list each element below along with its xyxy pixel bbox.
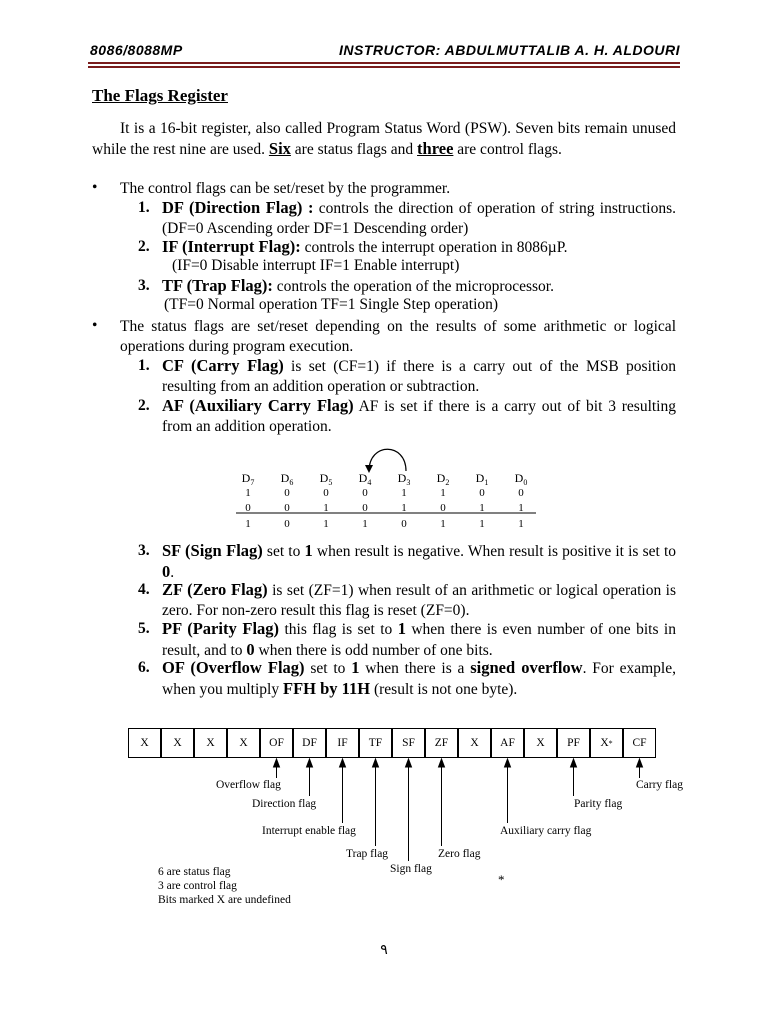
- list-item-cf: [138, 356, 676, 396]
- flag-cell-of: OF: [260, 728, 293, 758]
- label-sign-flag: Sign flag: [390, 863, 432, 875]
- flag-cell-x: X: [128, 728, 161, 758]
- flag-arrow-head: [637, 759, 643, 767]
- bold-zero: 0: [246, 639, 255, 659]
- bit-value: 0: [401, 518, 407, 530]
- flag-desc-af: AF is set if there is a carry out of bit 3 resulting from an addition operation.: [162, 398, 676, 435]
- intro-text-3: are control flags.: [453, 140, 562, 158]
- bit-value: 1: [245, 518, 251, 530]
- flag-cell-x: X: [194, 728, 227, 758]
- item-number: 3.: [138, 277, 150, 294]
- note-control: 3 are control flag: [158, 880, 237, 892]
- text-run: .: [170, 563, 175, 581]
- bit-value: 1: [401, 502, 407, 514]
- list-item-pf: [138, 619, 676, 660]
- flag-arrow-head: [571, 759, 577, 767]
- flag-name-if: IF (Interrupt Flag):: [162, 237, 301, 256]
- bit-value: 0: [362, 502, 368, 514]
- item-number: 6.: [138, 659, 150, 676]
- carry-arc: [369, 449, 406, 471]
- bit-header: $D_4$: [358, 471, 372, 487]
- flag-cell-cf: CF: [623, 728, 656, 758]
- tf-values: (TF=0 Normal operation TF=1 Single Step operation): [164, 296, 499, 313]
- bit-value: 0: [362, 487, 368, 499]
- text-run: when there is even number of one bits in result, and to: [162, 621, 676, 659]
- binary-addition-figure: [236, 440, 546, 535]
- text-run: when result is negative. When result is positive it is set to: [312, 543, 677, 560]
- text-run: this flag is set to: [279, 621, 398, 638]
- flag-arrow-head: [373, 759, 379, 767]
- flag-arrow-head: [307, 759, 313, 767]
- header-course-code: 8086/8088MP: [90, 42, 183, 58]
- bold-one: 1: [351, 658, 360, 677]
- list-item-df: [138, 198, 676, 238]
- text-run: when there is odd number of one bits.: [254, 641, 493, 659]
- bit-value: 0: [479, 487, 485, 499]
- flag-arrow-head: [274, 759, 280, 767]
- label-overflow-flag: Overflow flag: [216, 779, 281, 791]
- text-run: (result is not one byte).: [370, 680, 518, 698]
- flag-cell-if: IF: [326, 728, 359, 758]
- flag-cell-pf: PF: [557, 728, 590, 758]
- list-item-of: [138, 658, 676, 699]
- bit-value: 1: [245, 487, 251, 499]
- flag-arrow-head: [505, 759, 511, 767]
- intro-six: Six: [268, 138, 291, 158]
- flag-desc-df: controls the direction of operation of string instructions. (DF=0 Ascending order DF=1 Descending order): [162, 200, 676, 237]
- flag-cell-af: AF: [491, 728, 524, 758]
- flag-name-af: AF (Auxiliary Carry Flag): [162, 396, 354, 415]
- item-number: 2.: [138, 397, 150, 414]
- list-item-sf: [138, 541, 676, 582]
- flag-cell-x: X: [524, 728, 557, 758]
- bit-value: 0: [440, 502, 446, 514]
- bit-value: 1: [518, 518, 524, 530]
- bit-header: $D_7$: [241, 471, 255, 487]
- asterisk-mark: *: [498, 872, 505, 887]
- flag-name-tf: TF (Trap Flag):: [162, 276, 273, 295]
- label-aux-carry-flag: Auxiliary carry flag: [500, 825, 592, 837]
- bit-header: $D_3$: [397, 471, 411, 487]
- flag-cell-x: X: [227, 728, 260, 758]
- bit-header: $D_6$: [280, 471, 294, 487]
- item-number: 4.: [138, 581, 150, 598]
- bit-value: 1: [479, 502, 485, 514]
- x-mark: *: [608, 738, 613, 748]
- intro-text-1: It is a 16-bit register, also called Program Status Word (PSW). Seven bits remain unused while the rest nine are used.: [92, 120, 676, 158]
- bit-header: $D_2$: [436, 471, 450, 487]
- item-number: 1.: [138, 199, 150, 216]
- if-values: (IF=0 Disable interrupt IF=1 Enable interrupt): [172, 257, 460, 274]
- bit-value: 1: [362, 518, 368, 530]
- flag-cell-df: DF: [293, 728, 326, 758]
- intro-three: three: [417, 138, 454, 158]
- note-undefined: Bits marked X are undefined: [158, 894, 291, 906]
- item-number: 3.: [138, 542, 150, 559]
- list-item-zf: [138, 580, 676, 620]
- flags-register-diagram: [128, 728, 683, 908]
- header-instructor: INSTRUCTOR: ABDULMUTTALIB A. H. ALDOURI: [339, 42, 680, 58]
- label-zero-flag: Zero flag: [438, 848, 481, 860]
- text-run: is set (ZF=1) when result of an arithmetic or logical operation is zero. For non-zero result this flag is reset (ZF=0).: [162, 582, 676, 619]
- flag-name-df: DF (Direction Flag) :: [162, 198, 314, 217]
- item-number: 5.: [138, 620, 150, 637]
- flag-desc-cf: is set (CF=1) if there is a carry out of the MSB position resulting from an addition operation or subtraction.: [162, 358, 676, 395]
- flag-name-of: OF (Overflow Flag): [162, 658, 305, 677]
- text-run: when there is a: [359, 660, 471, 677]
- item-number: 2.: [138, 238, 150, 255]
- header-rule-top: [88, 62, 680, 64]
- flag-arrow-head: [340, 759, 346, 767]
- list-item-af: [138, 396, 676, 436]
- bullet-status-flags: The status flags are set/reset depending on the results of some arithmetic or logical operations during program execution.: [120, 318, 676, 355]
- section-title: The Flags Register: [92, 86, 228, 105]
- flag-name-zf: ZF (Zero Flag): [162, 580, 268, 599]
- label-interrupt-flag: Interrupt enable flag: [262, 825, 356, 837]
- flag-arrow-head: [439, 759, 445, 767]
- bold-ffh-by-11h: FFH by 11H: [282, 678, 371, 698]
- bullet-dot-2: •: [92, 317, 98, 334]
- bit-value: 0: [284, 518, 290, 530]
- flag-cell-tf: TF: [359, 728, 392, 758]
- label-direction-flag: Direction flag: [252, 798, 317, 810]
- bold-zero: 0: [162, 561, 171, 581]
- bit-value: 0: [284, 502, 290, 514]
- flag-cell-x: X: [458, 728, 491, 758]
- flag-cell-sf: SF: [392, 728, 425, 758]
- list-item-tf: [138, 276, 676, 297]
- flag-name-sf: SF (Sign Flag): [162, 541, 263, 560]
- list-item-if: [138, 237, 676, 258]
- flag-cell-zf: ZF: [425, 728, 458, 758]
- flag-cell-x: X: [161, 728, 194, 758]
- bit-value: 1: [518, 502, 524, 514]
- flag-cell-x: X *: [590, 728, 623, 758]
- bold-signed-overflow: signed overflow: [470, 658, 583, 677]
- bit-header: $D_0$: [514, 471, 528, 487]
- intro-text-2: are status flags and: [290, 140, 418, 158]
- bit-value: 1: [323, 518, 329, 530]
- bit-value: 0: [284, 487, 290, 499]
- header-rule-bottom: [88, 66, 680, 68]
- bullet-dot-1: •: [92, 179, 98, 196]
- flag-arrow-head: [406, 759, 412, 767]
- text-run: . For example, when you multiply: [162, 660, 676, 698]
- label-carry-flag: Carry flag: [636, 779, 683, 791]
- text-run: set to: [262, 543, 305, 560]
- flag-name-cf: CF (Carry Flag): [162, 356, 284, 375]
- intro-paragraph: [92, 119, 676, 159]
- text-run: set to: [304, 660, 352, 677]
- bit-value: 1: [401, 487, 407, 499]
- item-number: 1.: [138, 357, 150, 374]
- label-trap-flag: Trap flag: [346, 848, 389, 860]
- label-parity-flag: Parity flag: [574, 798, 623, 810]
- bit-value: 1: [479, 518, 485, 530]
- bit-value: 0: [245, 502, 251, 514]
- bit-value: 0: [518, 487, 524, 499]
- bit-header: $D_1$: [475, 471, 489, 487]
- bit-header: $D_5$: [319, 471, 333, 487]
- page-number: ٩: [380, 943, 388, 958]
- bit-value: 1: [440, 487, 446, 499]
- bold-one: 1: [397, 619, 406, 638]
- bit-value: 1: [323, 502, 329, 514]
- note-status: 6 are status flag: [158, 866, 231, 878]
- flag-desc-if: controls the interrupt operation in 8086µP.: [300, 239, 568, 256]
- bold-one: 1: [304, 541, 313, 560]
- bullet-control-flags: The control flags can be set/reset by the programmer.: [120, 180, 451, 197]
- flag-name-pf: PF (Parity Flag): [162, 619, 280, 638]
- bit-value: 1: [440, 518, 446, 530]
- flag-desc-tf: controls the operation of the microprocessor.: [272, 278, 554, 295]
- bit-value: 0: [323, 487, 329, 499]
